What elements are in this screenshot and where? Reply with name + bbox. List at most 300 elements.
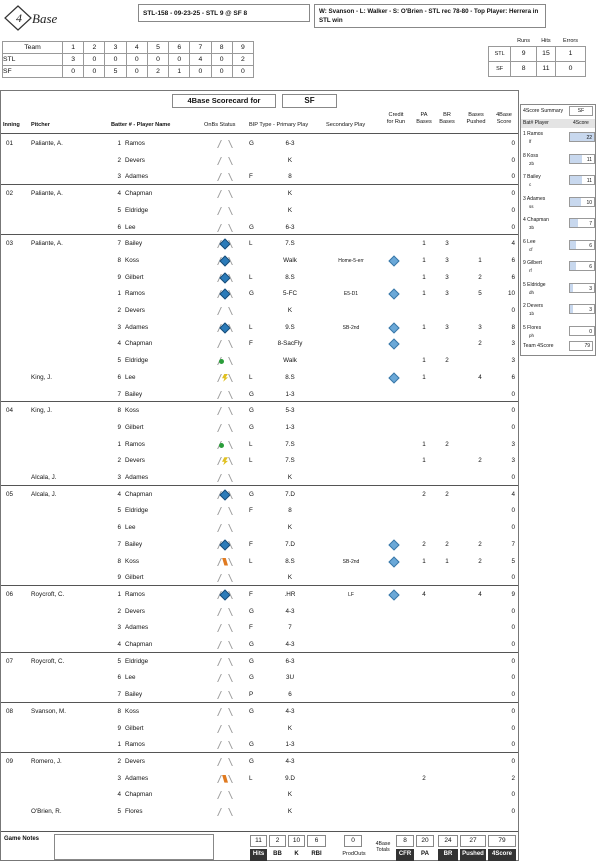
linescore-cell: 0	[84, 54, 105, 66]
onbase-status-icon	[218, 806, 232, 818]
batter-cell	[111, 441, 221, 448]
primary-play: 3U	[285, 674, 295, 682]
linescore-cell: 4	[190, 54, 211, 66]
summary-player-number: 1	[523, 131, 526, 137]
linescore-cell: 0	[232, 66, 253, 78]
scorecard-row	[0, 169, 519, 185]
bases-pushed: 2	[478, 273, 482, 281]
summary-player-position: c	[529, 182, 532, 187]
bases-pushed: 3	[478, 323, 482, 331]
summary-player-position: ss	[529, 203, 534, 209]
batter-cell	[111, 708, 221, 715]
batter-number: 9	[117, 574, 121, 582]
batter-number: 3	[117, 323, 121, 331]
rhe-cell: 15	[536, 46, 555, 61]
pitcher-name: Alcala, J.	[31, 474, 57, 481]
batter-cell	[111, 257, 221, 264]
credit-for-run-icon	[390, 255, 398, 265]
row-4base-score: 9	[511, 590, 515, 598]
primary-play: K	[287, 574, 293, 582]
batter-name: Lee	[125, 373, 136, 381]
batter-cell	[111, 808, 221, 815]
row-4base-score: 0	[511, 607, 515, 615]
row-4base-score: 0	[511, 791, 515, 799]
linescore-col: 5	[147, 42, 168, 54]
primary-play: 1-3	[285, 741, 295, 749]
row-4base-score: 0	[511, 724, 515, 732]
primary-play: 6-3	[285, 140, 295, 147]
scorecard-row	[0, 203, 519, 219]
br-bases: 3	[445, 273, 449, 281]
batter-number: 6	[117, 223, 121, 231]
batter-name: Bailey	[125, 691, 143, 699]
summary-player-number: 3	[523, 195, 526, 202]
col-br: BR Bases	[439, 112, 455, 125]
primary-play: Walk	[283, 357, 297, 365]
pitcher-name: King, J.	[31, 373, 52, 381]
onbase-status-icon	[218, 288, 232, 300]
batter-number: 8	[117, 256, 121, 264]
batter-number: 9	[117, 423, 121, 431]
batter-number: 5	[117, 357, 121, 365]
batter-name: Ramos	[125, 590, 145, 598]
linescore-col: 8	[211, 42, 232, 54]
row-4base-score: 0	[511, 808, 515, 815]
batter-number: 7	[117, 691, 121, 699]
primary-play: 8.S	[285, 373, 295, 381]
row-4base-score: 0	[511, 407, 515, 415]
row-4base-score: 0	[511, 423, 515, 431]
batter-name: Chapman	[125, 490, 153, 498]
credit-for-run-icon	[390, 589, 398, 599]
scorecard-row	[0, 721, 519, 737]
row-4base-score: 0	[511, 691, 515, 699]
onbase-status-icon	[218, 639, 232, 651]
summary-col-score: 4Score	[573, 120, 589, 126]
pa-bases: 1	[422, 557, 426, 565]
scorecard-row	[0, 754, 519, 770]
row-4base-score: 3	[511, 440, 515, 448]
onbase-status-icon	[218, 773, 232, 785]
batter-name: Adames	[125, 474, 149, 481]
inning-number: 03	[6, 240, 14, 248]
onbase-status-icon	[218, 439, 232, 451]
bip-type: G	[249, 223, 254, 231]
onbase-status-icon	[218, 539, 232, 551]
row-4base-score: 6	[511, 256, 515, 264]
primary-play: 4-3	[285, 607, 295, 615]
summary-player-number: 2	[523, 303, 526, 309]
primary-play: 8.S	[285, 557, 295, 565]
summary-player	[523, 131, 543, 137]
linescore-col: 7	[190, 42, 211, 54]
total-hits-value: 11	[250, 835, 267, 847]
rhe-team: STL	[489, 46, 511, 61]
summary-score-value: 22	[586, 135, 592, 141]
linescore-col: 4	[126, 42, 147, 54]
row-4base-score: 0	[511, 574, 515, 582]
row-4base-score: 4	[511, 240, 515, 248]
onbase-status-icon	[218, 405, 232, 417]
summary-player-number: 9	[523, 260, 526, 266]
primary-play: K	[287, 206, 293, 214]
total-k-value: 10	[288, 835, 305, 847]
bip-type: L	[249, 440, 253, 448]
primary-play: 7.S	[285, 440, 295, 448]
total-cfr-value: 8	[396, 835, 414, 847]
linescore-cell: 0	[147, 54, 168, 66]
scorecard-row	[0, 637, 519, 653]
row-4base-score: 3	[511, 340, 515, 348]
row-4base-score: 7	[511, 540, 515, 548]
summary-score-fill	[570, 176, 582, 184]
onbase-status-icon	[218, 222, 232, 234]
game-notes-box[interactable]	[54, 834, 214, 860]
batter-name: Eldridge	[125, 657, 149, 665]
inning-divider	[1, 184, 518, 185]
primary-play: K	[287, 808, 293, 815]
br-bases: 3	[445, 256, 449, 264]
primary-play: 5-3	[285, 407, 295, 415]
primary-play: 7.D	[285, 490, 295, 498]
summary-col-player: Bat# Player	[523, 120, 549, 126]
batter-name: Chapman	[125, 340, 153, 348]
summary-score-value: 6	[589, 242, 592, 249]
batter-name: Gilbert	[125, 423, 144, 431]
batter-number: 4	[117, 641, 121, 648]
rhe-col-hits: Hits	[541, 37, 551, 44]
scorecard-row	[0, 153, 519, 169]
batter-number: 9	[117, 273, 121, 281]
prod-outs-value: 0	[344, 835, 362, 847]
summary-score-fill	[570, 241, 576, 249]
batter-number: 3	[117, 774, 121, 782]
scorecard-row	[0, 303, 519, 319]
bip-type: G	[249, 741, 254, 749]
summary-player	[523, 260, 542, 266]
linescore-col: 2	[84, 42, 105, 54]
onbase-status-icon	[218, 556, 232, 568]
primary-play: 4-3	[285, 641, 295, 648]
row-4base-score: 5	[511, 557, 515, 565]
primary-play: 6-3	[285, 223, 295, 231]
rhe-col-errors: Errors	[562, 37, 578, 44]
batter-number: 6	[117, 524, 121, 532]
br-bases: 3	[445, 240, 449, 248]
scorecard-row	[0, 320, 519, 336]
batter-name: Ramos	[125, 440, 145, 448]
linescore-col: 9	[232, 42, 253, 54]
primary-play: K	[287, 474, 293, 481]
bip-type: L	[249, 240, 253, 248]
pitcher-name: Roycroft, C.	[31, 657, 65, 665]
batter-cell	[111, 658, 221, 665]
inning-divider	[1, 485, 518, 486]
bip-type: F	[249, 540, 253, 548]
batter-cell	[111, 674, 221, 681]
rhe-cell: 0	[555, 61, 585, 76]
row-4base-score: 0	[511, 140, 515, 147]
bip-type: P	[249, 691, 254, 699]
col-pushed: Bases Pushed	[466, 112, 486, 125]
batter-number: 8	[117, 707, 121, 715]
summary-score-fill	[570, 198, 581, 206]
batter-name: Koss	[125, 407, 139, 415]
scorecard-row	[0, 487, 519, 503]
batter-cell	[111, 173, 221, 180]
primary-play: K	[287, 307, 293, 314]
onbase-status-icon	[218, 138, 232, 150]
bip-type: L	[249, 373, 253, 381]
linescore-row	[3, 66, 254, 78]
primary-play: 7.S	[285, 240, 295, 248]
batter-cell	[111, 240, 221, 247]
batter-name: Flores	[125, 808, 143, 815]
inning-divider	[1, 752, 518, 753]
pitcher-name: Roycroft, C.	[31, 590, 65, 598]
game-id: STL-158 - 09-23-25 - STL 9 @ SF 8	[138, 4, 310, 22]
batter-cell	[111, 791, 221, 798]
summary-player-number: 8	[523, 152, 526, 159]
batter-number: 5	[117, 657, 121, 665]
scorecard-row	[0, 670, 519, 686]
logo-diamond-icon	[4, 4, 68, 32]
summary-player	[523, 239, 536, 245]
scorecard-row	[0, 737, 519, 753]
team-score-value: 79	[569, 341, 593, 351]
total-rbi-value: 6	[307, 835, 326, 847]
summary-score-bar	[569, 175, 595, 185]
batter-number: 1	[117, 741, 121, 749]
linescore-col: 6	[169, 42, 190, 54]
summary-score-fill	[570, 284, 573, 292]
linescore-team: STL	[3, 54, 63, 66]
batter-number: 2	[117, 757, 121, 765]
prod-outs-label: ProdOuts	[342, 851, 366, 857]
summary-player-name: Eldridge	[527, 281, 546, 288]
onbase-status-icon	[218, 188, 232, 200]
summary-player	[523, 174, 541, 180]
scorecard-row	[0, 787, 519, 803]
row-4base-score: 0	[511, 173, 515, 181]
batter-number: 4	[117, 190, 121, 198]
col-onbase: OnBs Status	[204, 122, 236, 128]
rhe-col-runs: Runs	[517, 37, 530, 44]
summary-score-value: 0	[589, 328, 592, 335]
summary-score-bar	[569, 261, 595, 271]
row-4base-score: 6	[511, 373, 515, 381]
col-pa: PA Bases	[416, 112, 432, 125]
onbase-status-icon	[218, 656, 232, 668]
onbase-status-icon	[218, 572, 232, 584]
bip-type: F	[249, 507, 253, 515]
summary-player	[523, 153, 538, 159]
batter-cell	[111, 374, 221, 381]
summary-score-bar	[569, 283, 595, 293]
onbase-status-icon	[218, 472, 232, 484]
batter-name: Koss	[125, 707, 139, 715]
summary-player-number: 5	[523, 324, 526, 331]
batter-cell	[111, 307, 221, 314]
batter-cell	[111, 391, 221, 398]
row-4base-score: 0	[511, 190, 515, 198]
batter-name: Devers	[125, 757, 145, 765]
col-inning: Inning	[3, 122, 20, 128]
row-4base-score: 0	[511, 390, 515, 398]
bip-type: G	[249, 390, 254, 398]
row-4base-score: 0	[511, 223, 515, 231]
onbase-status-icon	[218, 155, 232, 167]
scorecard-row	[0, 186, 519, 202]
scorecard-row	[0, 236, 519, 252]
batter-name: Devers	[125, 156, 145, 164]
batter-cell	[111, 207, 221, 214]
credit-for-run-icon	[390, 288, 398, 298]
batter-number: 5	[117, 206, 121, 214]
inning-divider	[1, 234, 518, 235]
batter-cell	[111, 324, 221, 331]
batter-cell	[111, 507, 221, 514]
scorecard-row	[0, 270, 519, 286]
batter-cell	[111, 541, 221, 548]
col-batter: Batter # - Player Name	[111, 122, 171, 128]
rhe-cell: 8	[511, 61, 537, 76]
total-br-value: 24	[438, 835, 458, 847]
bip-type: G	[249, 140, 254, 147]
batter-number: 2	[117, 457, 121, 465]
onbase-status-icon	[218, 422, 232, 434]
total-pa-label: PA	[421, 851, 429, 857]
total-bb-label: BB	[273, 851, 282, 857]
bip-type: F	[249, 340, 253, 348]
linescore-cell: 2	[147, 66, 168, 78]
bip-type: L	[249, 323, 253, 331]
primary-play: K	[287, 524, 293, 532]
bip-type: L	[249, 457, 253, 465]
scorecard-row	[0, 453, 519, 469]
col-pitcher: Pitcher	[31, 122, 50, 128]
svg-text:Base: Base	[32, 11, 58, 26]
secondary-play: Home-5-err	[338, 257, 364, 264]
bip-type: G	[249, 757, 254, 765]
br-bases: 3	[445, 290, 449, 298]
pa-bases: 1	[422, 240, 426, 248]
pitcher-name: Paliante, A.	[31, 140, 63, 147]
batter-cell	[111, 157, 221, 164]
primary-play: .HR	[284, 590, 296, 598]
batter-cell	[111, 424, 221, 431]
linescore-cell: 2	[232, 54, 253, 66]
row-4base-score: 0	[511, 524, 515, 532]
batter-cell	[111, 274, 221, 281]
onbase-status-icon	[218, 589, 232, 601]
scorecard-row	[0, 136, 519, 152]
bases-pushed: 2	[478, 557, 482, 565]
batter-number: 3	[117, 624, 121, 632]
total-pushed-value: 27	[460, 835, 486, 847]
summary-player-position: rf	[529, 268, 532, 273]
row-4base-score: 6	[511, 273, 515, 281]
summary-player-position: cf	[529, 246, 533, 252]
bip-type: F	[249, 624, 253, 632]
onbase-status-icon	[218, 238, 232, 250]
batter-cell	[111, 775, 221, 782]
scorecard-row	[0, 253, 519, 269]
summary-player-position: 1b	[529, 311, 535, 316]
rhe-row	[489, 46, 586, 61]
batter-name: Devers	[125, 307, 145, 314]
batter-name: Adames	[125, 323, 149, 331]
rhe-cell: 9	[511, 46, 537, 61]
bip-type: F	[249, 173, 253, 181]
scorecard-row	[0, 620, 519, 636]
batter-number: 7	[117, 240, 121, 248]
bip-type: G	[249, 641, 254, 648]
batter-name: Bailey	[125, 390, 143, 398]
batter-number: 8	[117, 557, 121, 565]
scorecard-title: 4Base Scorecard for	[172, 94, 276, 108]
batter-number: 9	[117, 724, 121, 732]
batter-name: Adames	[125, 173, 149, 181]
batter-name: Ramos	[125, 290, 145, 298]
score-summary-panel	[520, 104, 596, 356]
inning-number: 06	[6, 590, 14, 598]
batter-cell	[111, 725, 221, 732]
scorecard-row	[0, 570, 519, 586]
secondary-play: E5-D1	[343, 291, 359, 298]
primary-play: 7.D	[285, 540, 295, 548]
inning-number: 01	[6, 140, 14, 147]
bip-type: G	[249, 607, 254, 615]
batter-number: 4	[117, 791, 121, 799]
summary-player-position: lf	[529, 139, 532, 144]
bip-type: F	[249, 590, 253, 598]
scorecard-row	[0, 220, 519, 236]
total-4score-value: 79	[488, 835, 516, 847]
row-4base-score: 0	[511, 657, 515, 665]
primary-play: 4-3	[285, 757, 295, 765]
batter-number: 6	[117, 674, 121, 682]
pa-bases: 4	[422, 590, 426, 598]
primary-play: 9.S	[285, 323, 295, 331]
summary-player-name: Koss	[527, 152, 539, 159]
onbase-status-icon	[218, 756, 232, 768]
primary-play: 1-3	[285, 423, 295, 431]
batter-name: Chapman	[125, 190, 153, 198]
batter-number: 2	[117, 156, 121, 164]
pitcher-name: King, J.	[31, 407, 52, 415]
summary-player-name: Ramos	[527, 131, 544, 137]
primary-play: 6	[288, 691, 292, 699]
linescore-cell: 0	[105, 54, 126, 66]
summary-player-number: 4	[523, 217, 526, 223]
rhe-cell: 1	[555, 46, 585, 61]
onbase-status-icon	[218, 272, 232, 284]
batter-cell	[111, 290, 221, 297]
summary-player-name: Flores	[527, 324, 542, 331]
summary-player-position: 2b	[529, 160, 535, 166]
bip-type: G	[249, 674, 254, 682]
batter-number: 3	[117, 474, 121, 481]
scorecard-row	[0, 387, 519, 403]
scorecard-row	[0, 470, 519, 486]
batter-number: 8	[117, 407, 121, 415]
row-4base-score: 3	[511, 457, 515, 465]
batter-number: 2	[117, 607, 121, 615]
summary-player	[523, 325, 541, 331]
batter-cell	[111, 574, 221, 581]
batter-name: Lee	[125, 524, 136, 532]
